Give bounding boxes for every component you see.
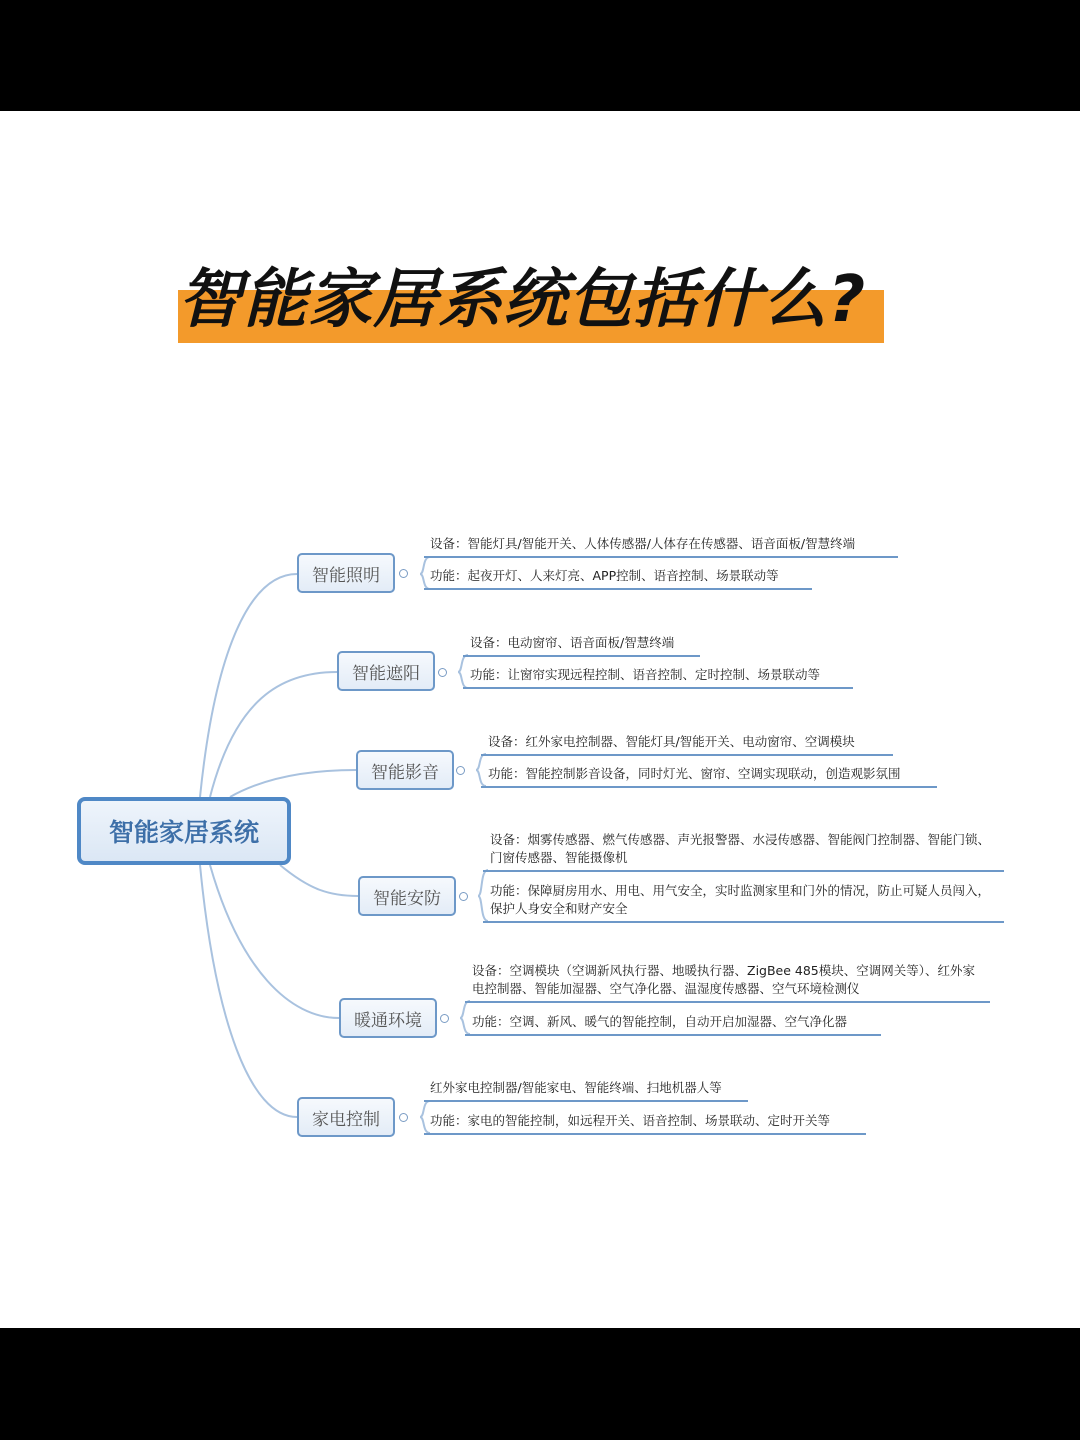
branch-smart-av[interactable]: 智能影音 — [356, 750, 454, 790]
leaf-shading-devices: 设备：电动窗帘、语音面板/智慧终端 — [470, 635, 675, 650]
connector-hvac — [210, 865, 339, 1018]
leaf-underline — [483, 921, 1004, 923]
connector-shading — [210, 672, 337, 797]
branch-smart-shading[interactable]: 智能遮阳 — [337, 651, 435, 691]
leaf-underline — [463, 655, 700, 657]
bracket-appliance — [420, 1101, 430, 1133]
leaf-appliance-functions: 功能：家电的智能控制，如远程开关、语音控制、场景联动、定时开关等 — [430, 1113, 831, 1128]
leaf-underline — [481, 754, 893, 756]
branch-appliance-control[interactable]: 家电控制 — [297, 1097, 395, 1137]
leaf-hvac-functions: 功能：空调、新风、暖气的智能控制，自动开启加湿器、空气净化器 — [472, 1014, 848, 1029]
bracket-security — [478, 870, 488, 921]
root-node[interactable]: 智能家居系统 — [77, 797, 291, 865]
bracket-av — [476, 754, 486, 786]
collapse-toggle-icon[interactable] — [399, 569, 408, 578]
branch-hvac[interactable]: 暖通环境 — [339, 998, 437, 1038]
collapse-toggle-icon[interactable] — [459, 892, 468, 901]
leaf-av-functions: 功能：智能控制影音设备，同时灯光、窗帘、空调实现联动，创造观影氛围 — [488, 766, 901, 781]
leaf-underline — [463, 687, 853, 689]
connector-security — [280, 865, 358, 896]
branch-smart-security[interactable]: 智能安防 — [358, 876, 456, 916]
leaf-lighting-functions: 功能：起夜开灯、人来灯亮、APP控制、语音控制、场景联动等 — [430, 568, 779, 583]
leaf-hvac-devices: 设备：空调模块（空调新风执行器、地暖执行器、ZigBee 485模块、空调网关等）、红外家电控制器、智能加湿器、空气净化器、温湿度传感器、空气环境检测仪 — [472, 963, 976, 996]
leaf-underline — [465, 1001, 990, 1003]
leaf-underline — [481, 786, 937, 788]
bracket-shading — [458, 655, 468, 688]
leaf-lighting-devices: 设备：智能灯具/智能开关、人体传感器/人体存在传感器、语音面板/智慧终端 — [430, 536, 856, 551]
leaf-underline — [424, 1133, 866, 1135]
leaf-underline — [424, 1100, 748, 1102]
bracket-lighting — [420, 557, 430, 589]
leaf-underline — [424, 556, 898, 558]
leaf-appliance-devices: 红外家电控制器/智能家电、智能终端、扫地机器人等 — [430, 1080, 722, 1095]
branch-smart-lighting[interactable]: 智能照明 — [297, 553, 395, 593]
connector-appliance — [200, 865, 297, 1117]
collapse-toggle-icon[interactable] — [440, 1014, 449, 1023]
leaf-security-devices: 设备：烟雾传感器、燃气传感器、声光报警器、水浸传感器、智能阀门控制器、智能门锁、门窗传感器、智能摄像机 — [490, 832, 991, 865]
page-title: 智能家居系统包括什么? — [178, 263, 867, 337]
leaf-underline — [465, 1034, 881, 1036]
collapse-toggle-icon[interactable] — [456, 766, 465, 775]
bracket-hvac — [460, 1001, 470, 1034]
leaf-security-functions: 功能：保障厨房用水、用电、用气安全，实时监测家里和门外的情况，防止可疑人员闯入，保护人身安全和财产安全 — [490, 883, 991, 916]
collapse-toggle-icon[interactable] — [438, 668, 447, 677]
leaf-shading-functions: 功能：让窗帘实现远程控制、语音控制、定时控制、场景联动等 — [470, 667, 821, 682]
leaf-av-devices: 设备：红外家电控制器、智能灯具/智能开关、电动窗帘、空调模块 — [488, 734, 855, 749]
connector-lighting — [200, 574, 297, 797]
leaf-underline — [483, 870, 1004, 872]
connector-av — [230, 770, 356, 797]
leaf-underline — [424, 588, 812, 590]
collapse-toggle-icon[interactable] — [399, 1113, 408, 1122]
